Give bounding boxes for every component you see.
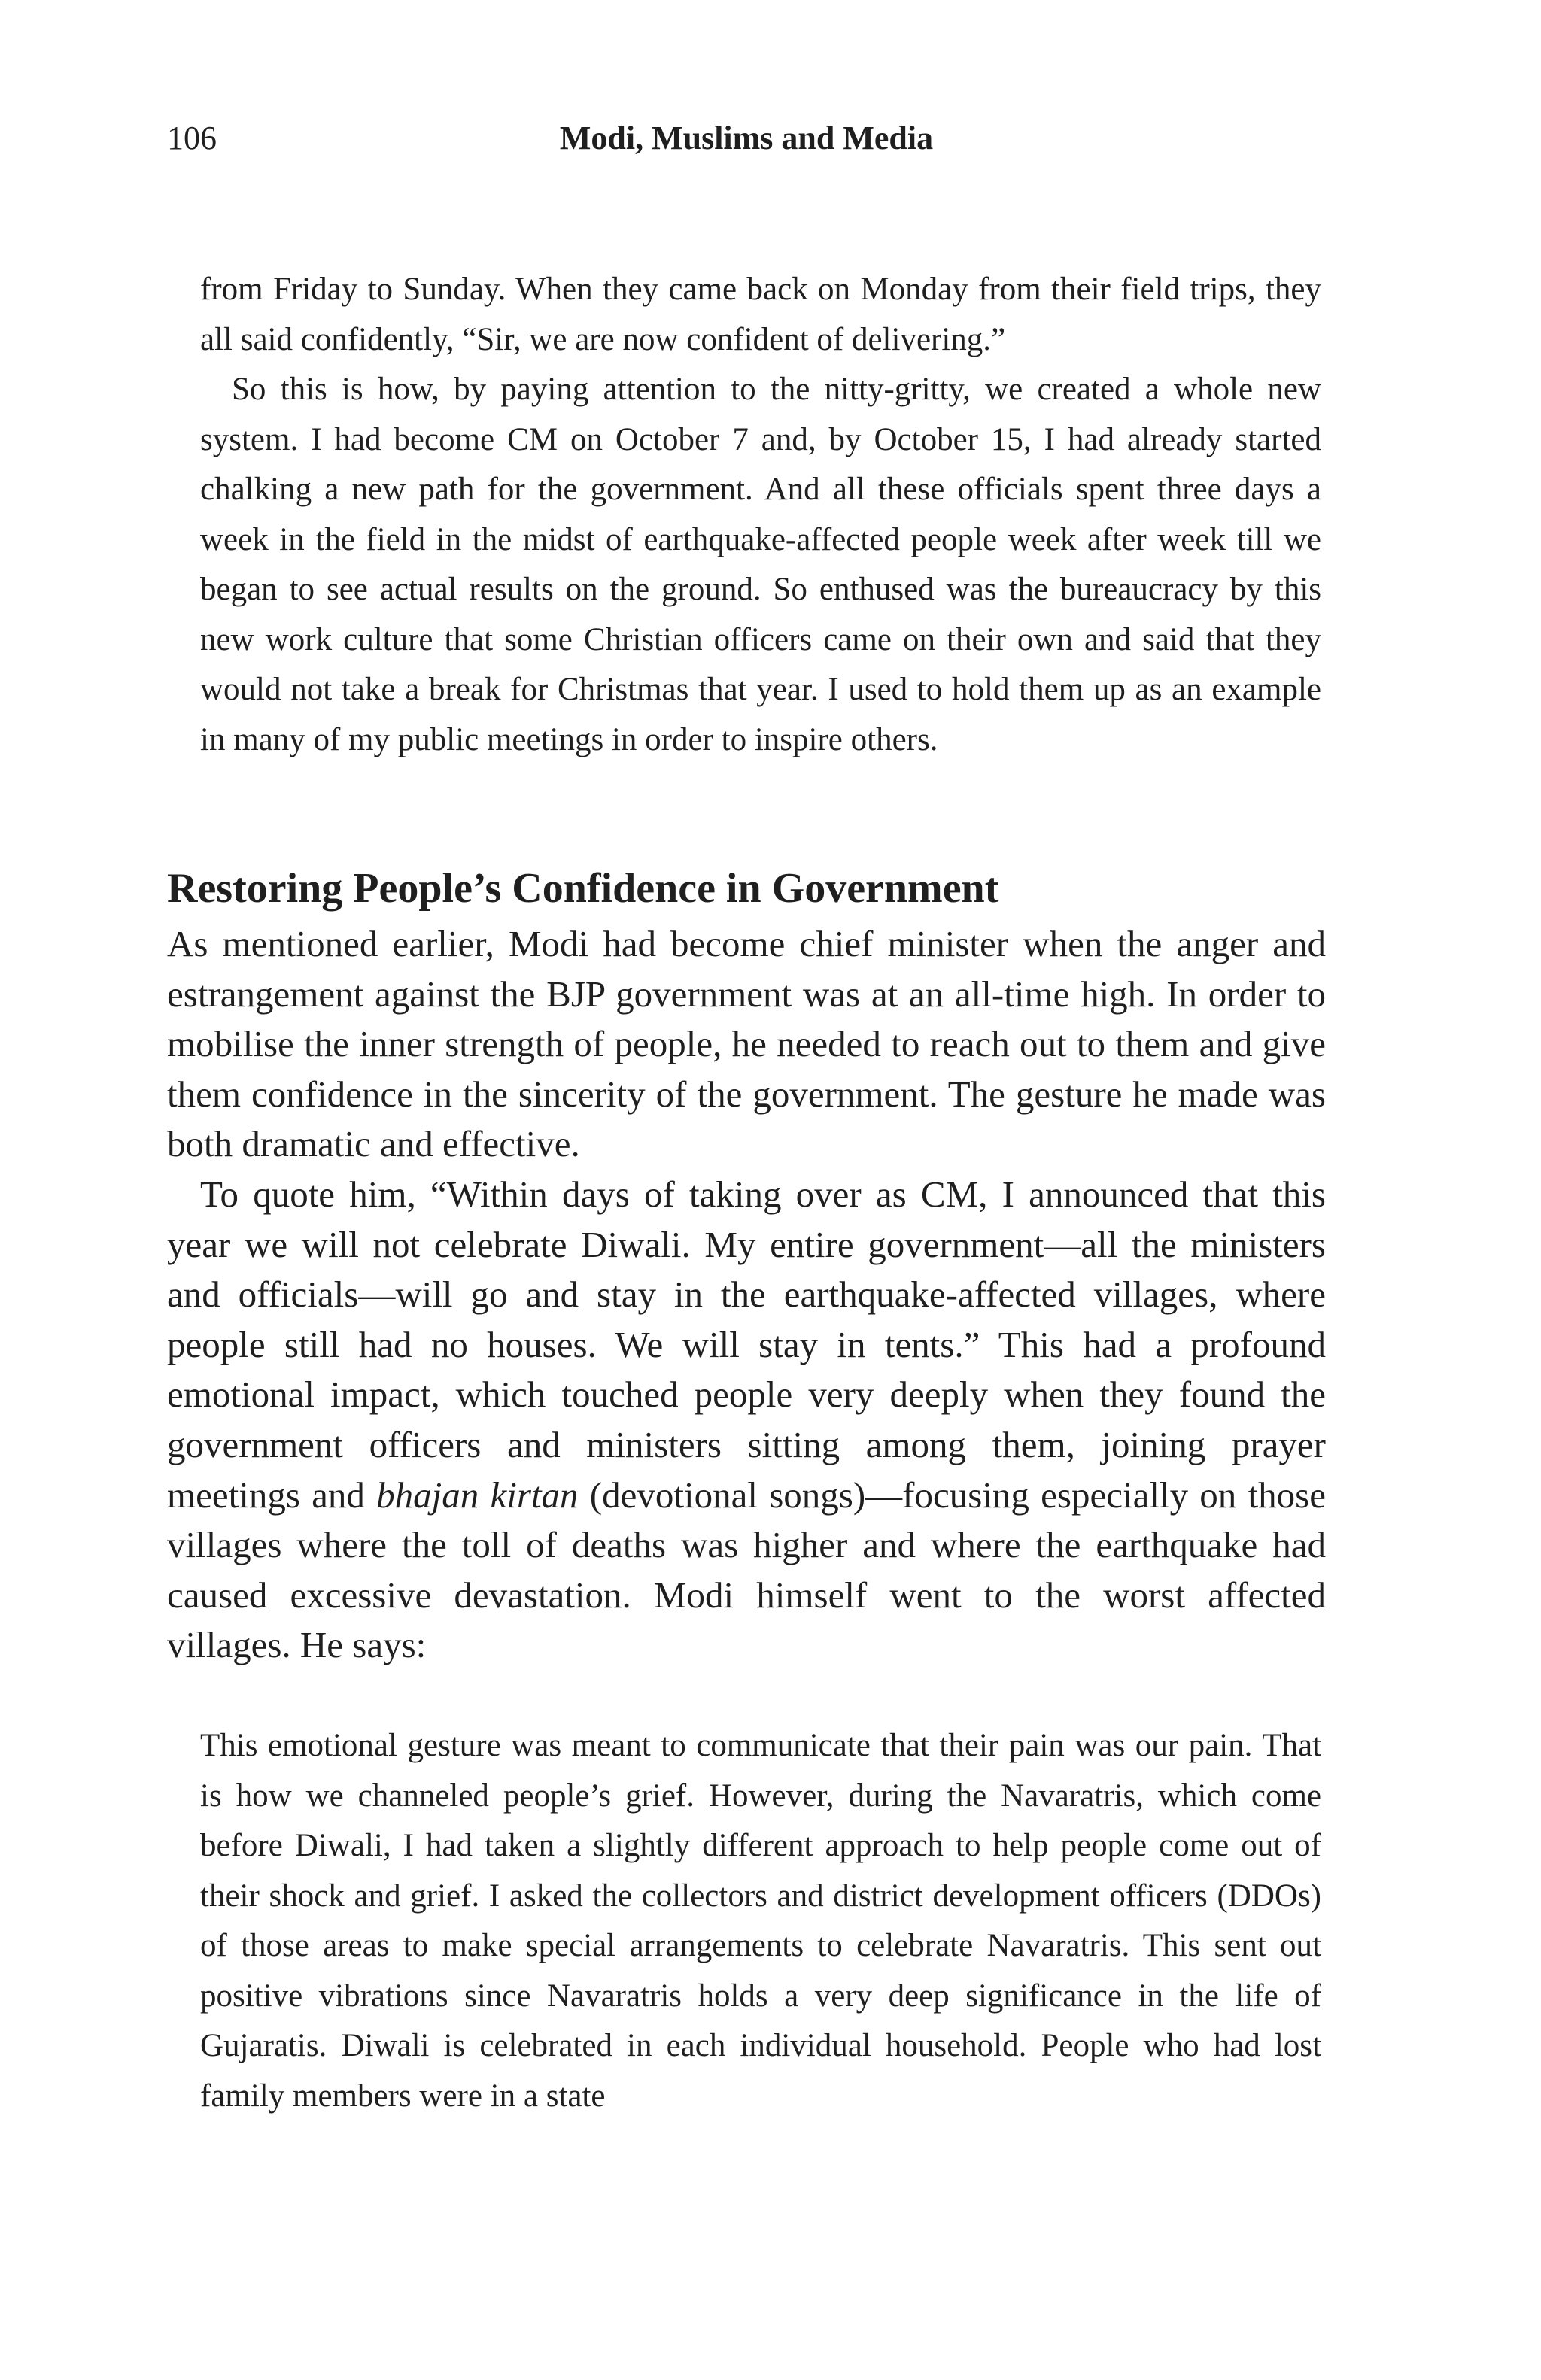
page-number: 106 bbox=[167, 120, 217, 156]
block-quote bbox=[200, 1721, 1321, 2121]
paragraph-text-start: To quote him, “Within days of taking over as CM, I announced that this year we will not celebrate Diwali. My entire government—all the ministers and officials—will go and stay in the earthquake-affected villages, where people still had no houses. We will stay in tents.” This had a profound emotional impact, which touched people very deeply when they found the government officers and ministers sitting among them, joining prayer meetings and bbox=[167, 1173, 1326, 1516]
book-title: Modi, Muslims and Media bbox=[559, 120, 934, 156]
continuation-paragraph: from Friday to Sunday. When they came back on Monday from their field trips, they all said confidently, “Sir, we are now confident of delivering.” bbox=[200, 272, 1321, 357]
body-paragraph-2 bbox=[167, 1170, 1326, 1671]
italic-term: bhajan kirtan bbox=[376, 1474, 579, 1516]
section-body bbox=[167, 919, 1326, 1671]
paragraph-text-end: (devotional songs)—focusing especially on those villages where the toll of deaths was higher and where the earthquake had caused excessive devastation. Modi himself went to the worst affected villages. He says: bbox=[167, 1474, 1326, 1666]
block-quote-paragraph: This emotional gesture was meant to communicate that their pain was our pain. That is how we channeled people’s grief. However, during the Navaratris, which come before Diwali, I had taken a slightly different approach to help people come out of their shock and grief. I asked the collectors and district development officers (DDOs) of those areas to make special arrangements to celebrate Navaratris. This sent out positive vibrations since Navaratris holds a very deep significance in the life of Gujaratis. Diwali is celebrated in each individual household. People who had lost family members were in a state bbox=[200, 1728, 1321, 2114]
quoted-paragraph: So this is how, by paying attention to the nitty-gritty, we created a whole new system. I had become CM on October 7 and, by October 15, I had already started chalking a new path for the government. And all these officials spent three days a week in the field in the midst of earthquake-affected people week after week till we began to see actual results on the ground. So enthused was the bureaucracy by this new work culture that some Christian officers came on their own and said that they would not take a break for Christmas that year. I used to hold them up as an example in many of my public meetings in order to inspire others. bbox=[200, 372, 1321, 757]
section-heading: Restoring People’s Confidence in Government bbox=[167, 865, 999, 912]
body-paragraph-1: As mentioned earlier, Modi had become chief minister when the anger and estrangement against the BJP government was at an all-time high. In order to mobilise the inner strength of people, he needed to reach out to them and give them confidence in the sincerity of the government. The gesture he made was both dramatic and effective. bbox=[167, 923, 1326, 1165]
running-head bbox=[167, 119, 1326, 164]
quoted-continuation-block bbox=[200, 265, 1321, 765]
